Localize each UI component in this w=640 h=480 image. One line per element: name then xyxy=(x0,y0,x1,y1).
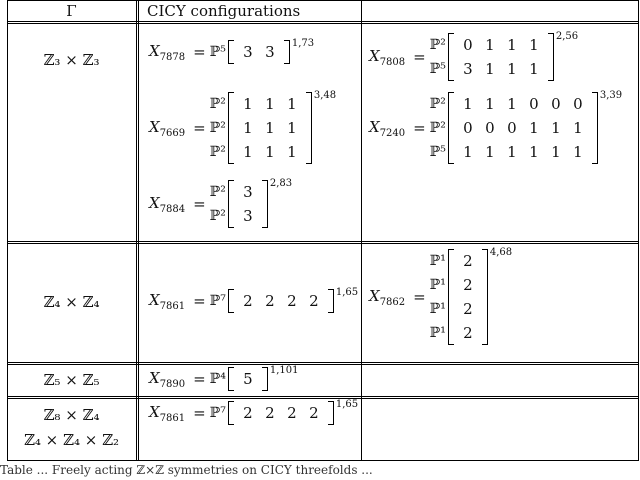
table-caption: Table ... Freely acting ℤ×ℤ symmetries on CICY threefolds ... xyxy=(0,463,373,477)
config-x7861-b: $X_{7861}$ = ℙ⁷ 2 2 2 2 $^{1,65}$ xyxy=(149,399,359,424)
rule-row1 xyxy=(7,241,639,244)
config-x7808: $X_{7808}$ = ℙ² ℙ⁵ 0 1 1 1 3 1 1 1 $^{2,56}$ xyxy=(369,33,578,81)
config-x7669: $X_{7669}$ = ℙ² ℙ² ℙ² 1 1 1 1 1 1 1 1 1 $^{3,48}$ xyxy=(149,92,336,164)
rule-row3 xyxy=(7,396,639,399)
config-x7878: $X_{7878}$ = ℙ⁵ 3 3 $^{1,73}$ xyxy=(149,38,315,63)
rule-mid xyxy=(361,0,362,461)
header-configs: CICY configurations xyxy=(147,2,301,20)
header-gamma: Γ xyxy=(66,2,77,20)
group-z8z4: ℤ₈ × ℤ₄ xyxy=(43,406,100,424)
rule-bottom xyxy=(7,460,639,461)
rule-gamma xyxy=(136,0,139,461)
cicy-table xyxy=(7,0,639,461)
rule-header xyxy=(7,21,639,24)
group-z3z3: ℤ₃ × ℤ₃ xyxy=(43,51,100,69)
group-z4z4: ℤ₄ × ℤ₄ xyxy=(43,293,100,311)
config-x7240: $X_{7240}$ = ℙ² ℙ² ℙ⁵ 1 1 1 0 0 0 0 0 0 1 1 1 1 1 1 1 1 1 $^{3,39}$ xyxy=(369,92,622,164)
rule-right xyxy=(638,0,639,461)
group-z4z4z2: ℤ₄ × ℤ₄ × ℤ₂ xyxy=(23,431,120,449)
rule-row2 xyxy=(7,362,639,365)
config-x7890: $X_{7890}$ = ℙ⁴ 5 $^{1,101}$ xyxy=(149,365,299,390)
config-x7862: $X_{7862}$ = ℙ¹ ℙ¹ ℙ¹ ℙ¹ 2 2 2 2 $^{4,68}$ xyxy=(369,249,512,345)
config-x7861-a: $X_{7861}$ = ℙ⁷ 2 2 2 2 $^{1,65}$ xyxy=(149,287,359,312)
group-z5z5: ℤ₅ × ℤ₅ xyxy=(43,371,100,389)
config-x7884: $X_{7884}$ = ℙ² ℙ² 3 3 $^{2,83}$ xyxy=(149,180,292,228)
